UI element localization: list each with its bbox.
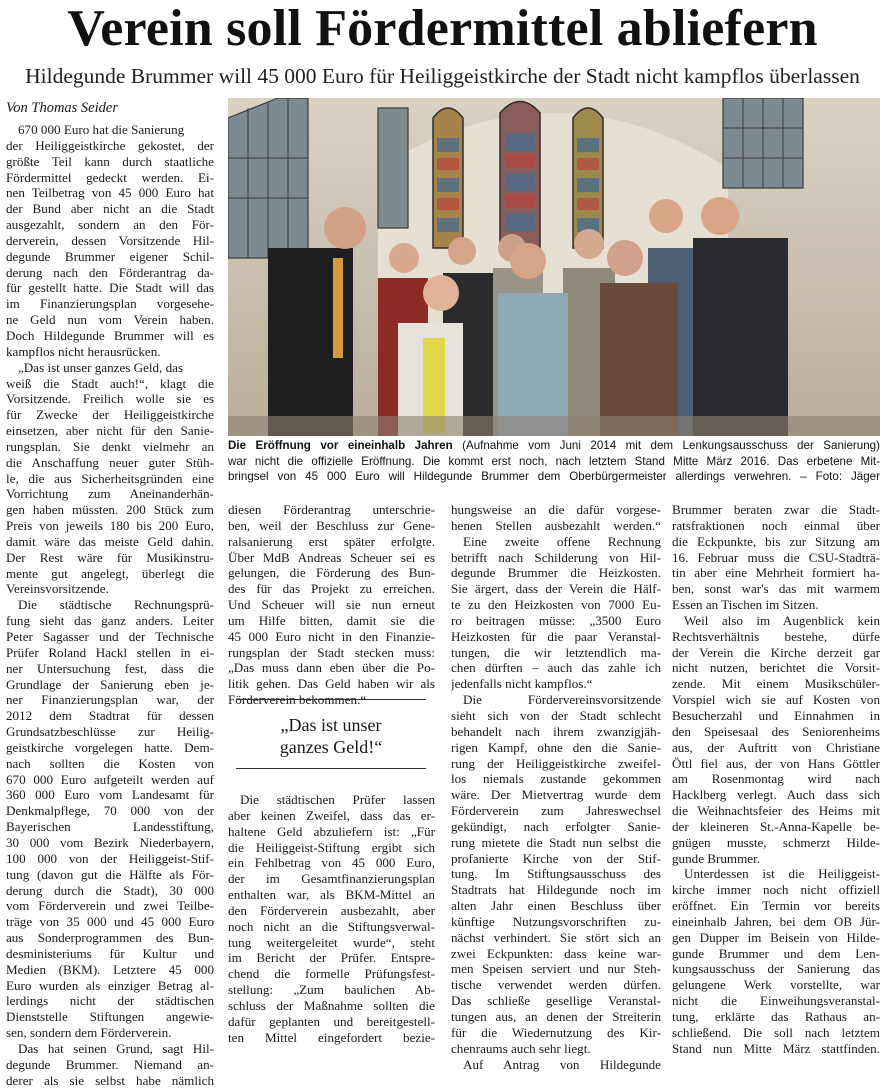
text-line: rung mietete die Stadt nun selbst die [451,834,661,850]
text-line: Förderverein bekommen.“ [228,692,367,708]
caption-lead: Die Eröffnung vor eineinhalb Jahren [228,439,453,452]
text-line: Denkmalpflege, 70 000 von der [6,803,214,819]
text-line: aus, der Auftritt von Christiane [672,739,880,755]
text-line: behandelt nach ihrem zwanzigjäh- [451,723,661,739]
text-line: ratsfraktionen noch einmal über [672,517,880,533]
text-line: Peter Sagasser und der Technische [6,629,214,644]
text-line: Vereinsvorsitzende. [6,581,109,597]
text-line: gen haben müssten. 200 Stück zum [6,502,214,518]
text-line: nächst verhindert. Sie stört sich an [451,929,661,945]
pull-quote [236,699,426,769]
text-line: enthalten war, als BKM-Mittel an [228,887,435,903]
text-line: im Bericht der Prüfer. Entspre- [228,950,435,966]
text-line: nicht nutzen, berichtet die Vorsit- [672,660,880,676]
text-line: le, die aus Sicherheitsgründen eine [6,470,214,486]
text-line: sen, sondern dem Förderverein. [6,1025,172,1041]
text-line: den Speisesaal des Seniorenheims [672,723,880,739]
text-line: die Heiliggeist-Stiftung ergibt sich [228,839,435,855]
text-line: im Finanzierungsplan vorgesehe- [6,296,214,312]
text-line: Heizkosten für die paar Veranstal- [451,628,661,644]
text-line: Die städtische Rechnungsprü- [18,597,214,613]
caption-text: (Aufnahme vom Juni 2014 mit dem Lenkungsausschuss der Sanierung) [452,439,880,452]
text-line: chend die formelle Prüfungsfest- [228,966,435,982]
text-line: eröffnet. Ein Termin vor bereits [672,898,880,914]
text-line: degunde Brummer die Heizkosten. [451,565,661,581]
text-line: um Hilfe bitten, damit sie die [228,612,435,628]
text-line: Medien (BKM). Letztere 45 000 [6,961,214,977]
text-line: haltene Geld abzuliefern ist: „Für [228,823,435,839]
text-line: derung nach den Förderantrag da- [6,264,214,280]
text-line: der Verein die Kirche derzeit gar [672,644,880,660]
text-line: „Das muss dann eben über die Po- [228,660,435,676]
text-line: kampflos nicht herausrücken. [6,343,161,359]
text-line: derer als sie selbst habe nämlich [6,1072,214,1088]
text-line: tungen, die wir letztendlich ma- [451,644,661,660]
text-line: desministeriums für Kultur und [6,945,214,961]
text-line: degunde Brummer eigener Schil- [6,248,214,264]
text-line: kirche immer noch nicht offiziell [672,882,880,898]
text-line: „Das ist unser ganzes Geld, das [18,359,184,375]
caption-text: bringsel von 45 000 Euro will Hildegunde Brummer dem Oberbürgermeister allerdings verwehren. – Foto: Jäger [228,470,880,484]
text-line: rigen Kampf, ohne den die Sanie- [451,739,661,755]
text-line: derung durch die Stadt), 30 000 [6,882,214,898]
text-line: profanierte Kirche von der Stif- [451,850,661,866]
text-line: Weil also im Augenblick kein [684,612,880,628]
byline: Von Thomas Seider [6,100,118,116]
text-line: des für das Projekt zu erreichen. [228,581,435,597]
text-line: am Rosenmontag wird nach [672,771,880,787]
text-line: Grundlage der Sanierung eben je- [6,676,214,692]
text-line: ralsanierung erst später erfolgte. [228,533,435,549]
text-line: ner Untersuchung fest, dass die [6,660,214,676]
text-line: tung (davon gut die Hälfte als För- [6,866,214,882]
text-line: weiß die Stadt auch!“, klagt die [6,375,214,391]
text-line: gunde Brummer. [672,850,761,866]
text-line: Euro wurden als einziger Betrag al- [6,977,214,993]
text-line: damit wäre das meiste Geld dahin. [6,533,214,549]
text-line: Über MdB Andreas Scheuer sei es [228,549,435,565]
text-line: schließend. Die soll nach letztem [672,1024,880,1040]
pull-quote-line-1: „Das ist unser [280,715,382,735]
text-line: zwei Eckpunkten: dass keine war- [451,945,661,961]
text-line: aus Sonderprogrammen des Bun- [6,930,214,946]
text-line: Und Scheuer will sie nun erneut [228,597,435,613]
text-line: 16. Februar muss die CSU-Stadträ- [672,549,880,565]
text-line: gelungene Werk vorstellte, war [672,977,880,993]
text-line: 2012 dem Stadtrat für dessen [6,708,214,724]
text-line: Das hat seinen Grund, sagt Hil- [18,1040,214,1056]
text-line: Vorspiel wich sie auf Kosten von [672,692,880,708]
text-line: einsetzen, aber nicht für den Sanie- [6,423,214,439]
text-line: Essen an Tischen im Sitzen. [672,597,819,613]
text-line: träge von 35 000 und 45 000 Euro [6,914,214,930]
text-line: te zu den Heizkosten von 7000 Eu- [451,597,661,613]
text-line: ne Geld nun vom Verein haben. [6,312,214,328]
text-line: derverein, dessen Vorsitzende Hil- [6,232,214,248]
text-line: Stadtrats hat Hildegunde noch im [451,882,661,898]
text-line: 360 000 Euro vom Landesamt für [6,787,214,803]
text-line: größte Teil kann durch staatliche [6,153,214,169]
text-line: Unterdessen ist die Heiliggeist- [684,866,880,882]
text-line: Rechtsverhältnis bestehe, dürfe [672,628,880,644]
article-column-3 [451,502,661,1072]
text-line: Fördermittel gedeckt werden. Ei- [6,169,214,185]
article-column-2 [228,502,435,1045]
text-line: kungsausschuss der Sanierung das [672,961,880,977]
text-line: nach sollten die Kosten von [6,755,214,771]
text-line: mente gut angelegt, überlegt die [6,565,214,581]
text-line: Stand nun Mitte März stattfinden. [672,1040,880,1056]
text-line: vom Förderverein und zwei Teilbe- [6,898,214,914]
text-line: ausgezahlt, sondern an den För- [6,217,214,233]
text-line: Brummer beraten zwar die Stadt- [672,502,880,517]
caption-line [228,469,880,485]
text-line: Vorrichtung zum Aneinanderhän- [6,486,214,502]
text-line: gunde Brummer und dem Len- [672,945,880,961]
text-line: Der Rest wäre für Musikinstru- [6,549,214,565]
text-line: 45 000 Euro nicht in den Finanzie- [228,628,435,644]
text-line: Doch Hildegunde Brummer will es [6,327,214,343]
text-line: Grundsatzbeschlüsse zur Heilig- [6,724,214,740]
text-line: 670 000 Euro aufgeteilt werden auf [6,771,214,787]
text-line: henen Stellen ausbezahlt werden.“ [451,517,661,533]
text-line: Eine zweite offene Rechnung [463,533,661,549]
text-line: aber keinen Zweifel, dass das er- [228,807,435,823]
text-line: nicht die Einweihungsveranstal- [672,993,880,1009]
text-line: rungsplan. Sie denkt vielmehr an [6,438,214,454]
text-line: künftige Nutzungsvorschriften zu- [451,913,661,929]
text-line: diesen Förderantrag unterschrie- [228,502,435,517]
text-line: nen Teilbetrag von 45 000 Euro hat [6,185,214,201]
text-line: schluss der Maßnahme sollten die [228,997,435,1013]
text-line: Besucherzahl und Einnahmen in [672,707,880,723]
text-line: ben, weil der Beschluss zur Gene- [228,517,435,533]
text-line: für gestellt hatte. Die Stadt will das [6,280,214,296]
caption-text: war nicht die offizielle Eröffnung. Die kommt erst noch, nach letztem Stand Mitte März 2016. Das erbetene Mit- [228,454,880,468]
text-line: lerdings nicht der städtischen [6,993,214,1009]
text-line: Die Fördervereinsvorsitzende [463,692,661,708]
text-line: Vorsitzende. Freilich wolle sie es [6,391,214,407]
text-line: noch nicht an die Stiftungsverwal- [228,918,435,934]
group-photo [228,98,880,436]
text-line: Das schließe gesellige Veranstal- [451,993,661,1009]
text-line: rung der Heiliggeistkirche zweifel- [451,755,661,771]
text-line: gen Dupper im Beisein von Hilde- [672,929,880,945]
text-line: Öttl fiel aus, der von Hans Göttler [672,755,880,771]
text-line: ro beitragen müsse: „3500 Euro [451,612,661,628]
text-line: los niemals zustande gekommen [451,771,661,787]
text-line: der Bund aber nicht an die Stadt [6,201,214,217]
text-line: tungen aus, an denen der Streiterin [451,1009,661,1024]
text-line: geistkirche vorgelegen hatte. Dem- [6,739,214,755]
text-line: hungsweise an die dafür vorgese- [451,502,661,517]
text-line: die Weihnachtsfeier des Heims mit [672,803,880,819]
text-line: gekündigt, nach erfolgter Sanie- [451,818,661,834]
pull-quote-line-2: ganzes Geld!“ [279,737,383,757]
text-line: die Anschaffung neuer guter Stüh- [6,454,214,470]
text-line: sieht sich von der Stadt schlecht [451,707,661,723]
text-line: tung weitergeleitet wurde“, steht [228,934,435,950]
text-line: für Zwecke der Heiliggeistkirche [6,407,214,423]
text-line: chen dürften – auch das zahle ich [451,660,661,676]
text-line: 670 000 Euro hat die Sanierung [18,122,185,137]
text-line: betrifft nach Schilderung von Hil- [451,549,661,565]
text-line: chenraums auch sehr liegt. [451,1040,591,1056]
text-line: litik gehen. Das Geld haben wir als [228,676,435,692]
text-line: Förderverein zum Jahreswechsel [451,803,661,819]
text-line: den Förderverein ausbezahlt, aber [228,902,435,918]
text-line: rungsplan der Stadt stecken muss: [228,644,435,660]
text-line: der Heiliggeistkirche gekostet, der [6,137,214,153]
text-line: ben, sonst war's das mit warmem [672,581,880,597]
text-line: tische verwendet werden dürfen. [451,977,661,993]
text-line: fung sieht das ganz anders. Leiter [6,613,214,629]
headline: Verein soll Fördermittel abliefern [67,0,818,57]
text-line: der im Gesamtfinanzierungsplan [228,871,435,887]
text-line: Hacklberg verlegt. Auch dass sich [672,787,880,803]
text-line: gnügen musste, schmerzt Hilde- [672,834,880,850]
text-line: eineinhalb Jahren, bei dem OB Jür- [672,913,880,929]
text-line: alten Jahr einen Beschluss über [451,898,661,914]
text-line: Auf Antrag von Hildegunde [463,1056,661,1072]
caption-line [228,454,880,470]
text-line: jedenfalls nicht kampflos.“ [451,676,593,692]
text-line: tung. Im Stiftungsausschuss des [451,866,661,882]
text-line: für die Wiedernutzung des Kir- [451,1024,661,1040]
church-group-photo-icon [228,98,880,436]
article-column-1 [6,122,214,1088]
text-line: 100 000 von der Heiliggeist-Stif- [6,850,214,866]
text-line: stellung: „Zum baulichen Ab- [228,982,435,998]
text-line: Die städtischen Prüfer lassen [240,791,435,807]
text-line: Bayerischen Landesstiftung, [6,819,214,835]
text-line: ten Mittel eingefordert bezie- [228,1029,435,1045]
text-line: men Speisen serviert und nur Steh- [451,961,661,977]
text-line: tung, erklärte das Rathaus an- [672,1009,880,1024]
text-line: Sie ärgert, dass der Verein die Hälf- [451,581,661,597]
text-line: 30 000 vom Bezirk Niederbayern, [6,834,214,850]
article-column-4 [672,502,880,1057]
text-line: gelungen, die Förderung des Bun- [228,565,435,581]
photo-caption [228,438,880,485]
caption-line [228,438,880,454]
text-line: dafür geplanten und bereitgestell- [228,1013,435,1029]
text-line: Prüfer Roland Hackl stellen in ei- [6,644,214,660]
text-line: der kleineren St.-Anna-Kapelle be- [672,818,880,834]
text-line: ein Fehlbetrag von 45 000 Euro, [228,855,435,871]
text-line: Dienststelle Stiftungen angewie- [6,1009,214,1025]
subheadline: Hildegunde Brummer will 45 000 Euro für Heiliggeistkirche der Stadt nicht kampflos überlassen [25,64,860,88]
text-line: degunde Brummer. Niemand an- [6,1056,214,1072]
text-line: tin aber eine Mehrheit formiert ha- [672,565,880,581]
text-line: die Eckpunkte, bis zur Sitzung am [672,533,880,549]
text-line: wäre. Der Mietvertrag wurde dem [451,787,661,803]
text-line: zende. Mit einem Musikschüler- [672,676,880,692]
text-line: Preis von jeweils 180 bis 200 Euro, [6,518,214,534]
text-line: ner Finanzierungsplan war, der [6,692,214,708]
